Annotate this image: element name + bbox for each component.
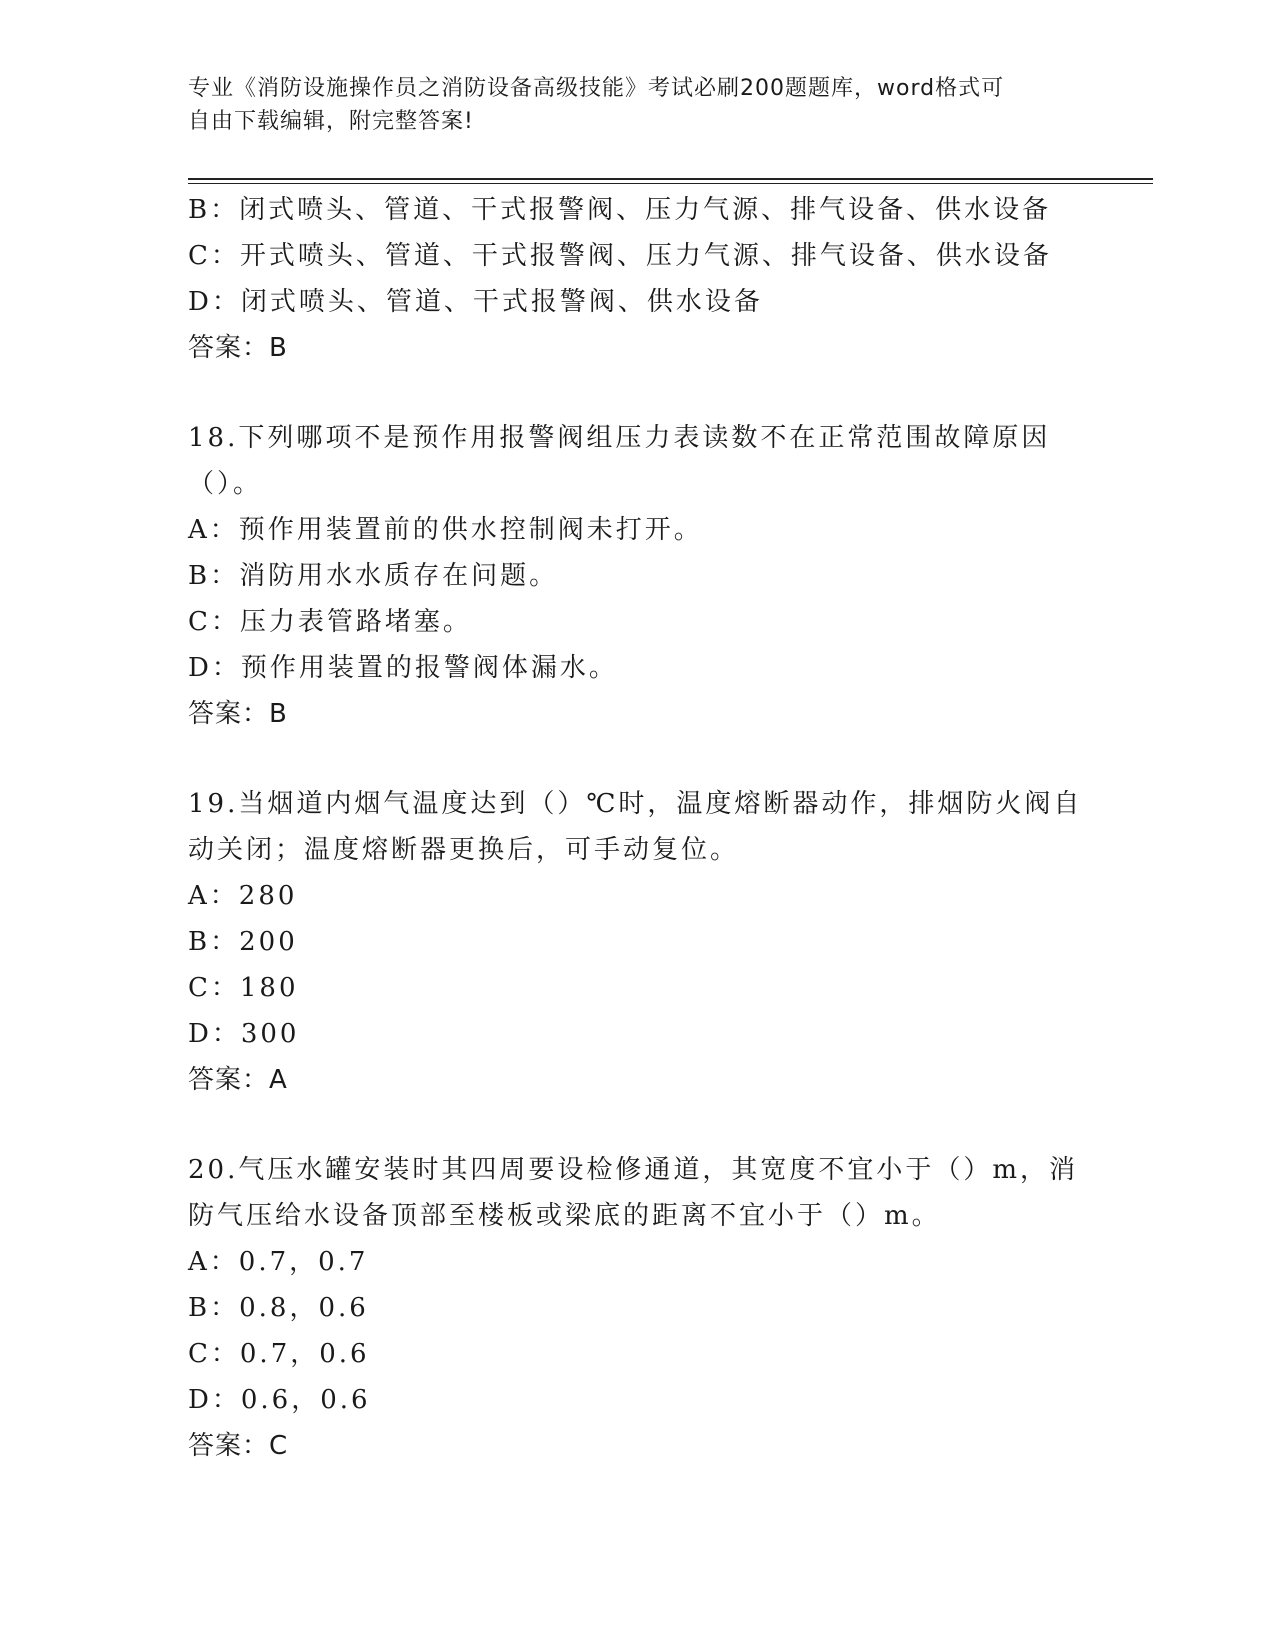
header-rule-thin — [188, 183, 1153, 184]
option-d: D：闭式喷头、管道、干式报警阀、供水设备 — [188, 287, 763, 317]
option-c: C：开式喷头、管道、干式报警阀、压力气源、排气设备、供水设备 — [188, 241, 1052, 271]
option-c: C：压力表管路堵塞。 — [188, 607, 472, 637]
option-d: D：预作用装置的报警阀体漏水。 — [188, 653, 618, 683]
header-rule-thick — [188, 178, 1153, 180]
question-text: 20.气压水罐安装时其四周要设检修通道，其宽度不宜小于（）m，消防气压给水设备顶部至楼板或梁底的距离不宜小于（）m。 — [188, 1155, 1079, 1231]
option-b: B：消防用水水质存在问题。 — [188, 561, 559, 591]
question-text: 18.下列哪项不是预作用报警阀组压力表读数不在正常范围故障原因（）。 — [188, 423, 1051, 499]
document-body — [188, 187, 1088, 1469]
option-b: B：200 — [188, 927, 298, 957]
answer: 答案：A — [188, 1065, 288, 1095]
option-a: A：0.7，0.7 — [188, 1247, 369, 1277]
header-line-2: 自由下载编辑，附完整答案! — [188, 109, 474, 134]
document-header — [188, 72, 1068, 138]
header-line-1: 专业《消防设施操作员之消防设备高级技能》考试必刷200题题库，word格式可 — [188, 76, 1005, 101]
question-block-20 — [188, 1147, 1088, 1469]
option-a: A：预作用装置前的供水控制阀未打开。 — [188, 515, 703, 545]
option-d: D：0.6，0.6 — [188, 1385, 371, 1415]
option-a: A：280 — [188, 881, 298, 911]
option-b: B：0.8，0.6 — [188, 1293, 369, 1323]
option-d: D：300 — [188, 1019, 300, 1049]
question-block-17 — [188, 187, 1088, 371]
question-text: 19.当烟道内烟气温度达到（）℃时，温度熔断器动作，排烟防火阀自动关闭；温度熔断器更换后，可手动复位。 — [188, 789, 1083, 865]
option-c: C：180 — [188, 973, 299, 1003]
question-block-19 — [188, 781, 1088, 1103]
option-c: C：0.7，0.6 — [188, 1339, 370, 1369]
answer: 答案：B — [188, 333, 288, 363]
answer: 答案：B — [188, 699, 288, 729]
answer: 答案：C — [188, 1431, 289, 1461]
question-block-18 — [188, 415, 1088, 737]
option-b: B：闭式喷头、管道、干式报警阀、压力气源、排气设备、供水设备 — [188, 195, 1052, 225]
